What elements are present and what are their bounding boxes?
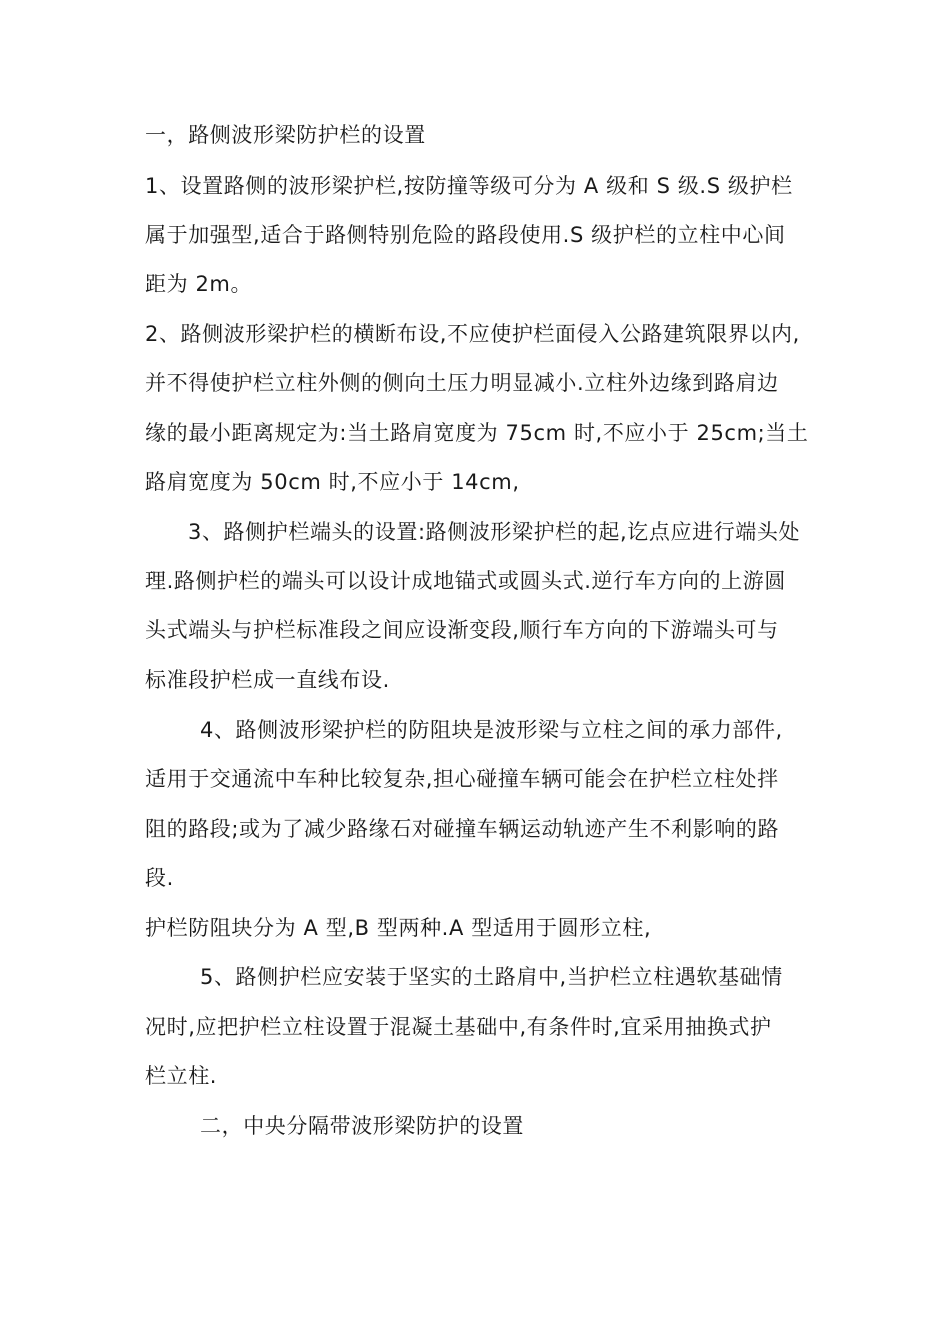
item1-line1: 1、设置路侧的波形梁护栏,按防撞等级可分为 A 级和 S 级.S 级护栏 <box>145 174 793 198</box>
item3-line3: 头式端头与护栏标准段之间应设渐变段,顺行车方向的下游端头可与 <box>145 618 779 642</box>
item3-line2: 理.路侧护栏的端头可以设计成地锚式或圆头式.逆行车方向的上游圆 <box>145 569 786 593</box>
item4-line4: 段. <box>145 866 174 890</box>
item2-line2: 并不得使护栏立柱外侧的侧向土压力明显减小.立柱外边缘到路肩边 <box>145 371 779 395</box>
item4-note: 护栏防阻块分为 A 型,B 型两种.A 型适用于圆形立柱, <box>145 916 652 940</box>
item3-line1: 3、路侧护栏端头的设置:路侧波形梁护栏的起,讫点应进行端头处 <box>188 520 801 544</box>
item1-line3: 距为 2m。 <box>145 272 253 296</box>
section2-heading: 二，中央分隔带波形梁防护的设置 <box>200 1114 524 1138</box>
section1-heading: 一，路侧波形梁防护栏的设置 <box>145 123 426 147</box>
item2-line1: 2、路侧波形梁护栏的横断布设,不应使护栏面侵入公路建筑限界以内, <box>145 322 800 346</box>
item4-line2: 适用于交通流中车种比较复杂,担心碰撞车辆可能会在护栏立柱处拌 <box>145 767 779 791</box>
item2-line3: 缘的最小距离规定为:当土路肩宽度为 75cm 时,不应小于 25cm;当土 <box>145 421 809 445</box>
item3-line4: 标准段护栏成一直线布设. <box>145 668 390 692</box>
item4-line1: 4、路侧波形梁护栏的防阻块是波形梁与立柱之间的承力部件, <box>200 718 783 742</box>
item2-line4: 路肩宽度为 50cm 时,不应小于 14cm, <box>145 470 520 494</box>
item5-line2: 况时,应把护栏立柱设置于混凝土基础中,有条件时,宜采用抽换式护 <box>145 1015 772 1039</box>
item1-line2: 属于加强型,适合于路侧特别危险的路段使用.S 级护栏的立柱中心间 <box>145 223 786 247</box>
item5-line3: 栏立柱. <box>145 1064 218 1088</box>
item4-line3: 阻的路段;或为了减少路缘石对碰撞车辆运动轨迹产生不利影响的路 <box>145 817 780 841</box>
item5-line1: 5、路侧护栏应安装于坚实的土路肩中,当护栏立柱遇软基础情 <box>200 965 783 989</box>
